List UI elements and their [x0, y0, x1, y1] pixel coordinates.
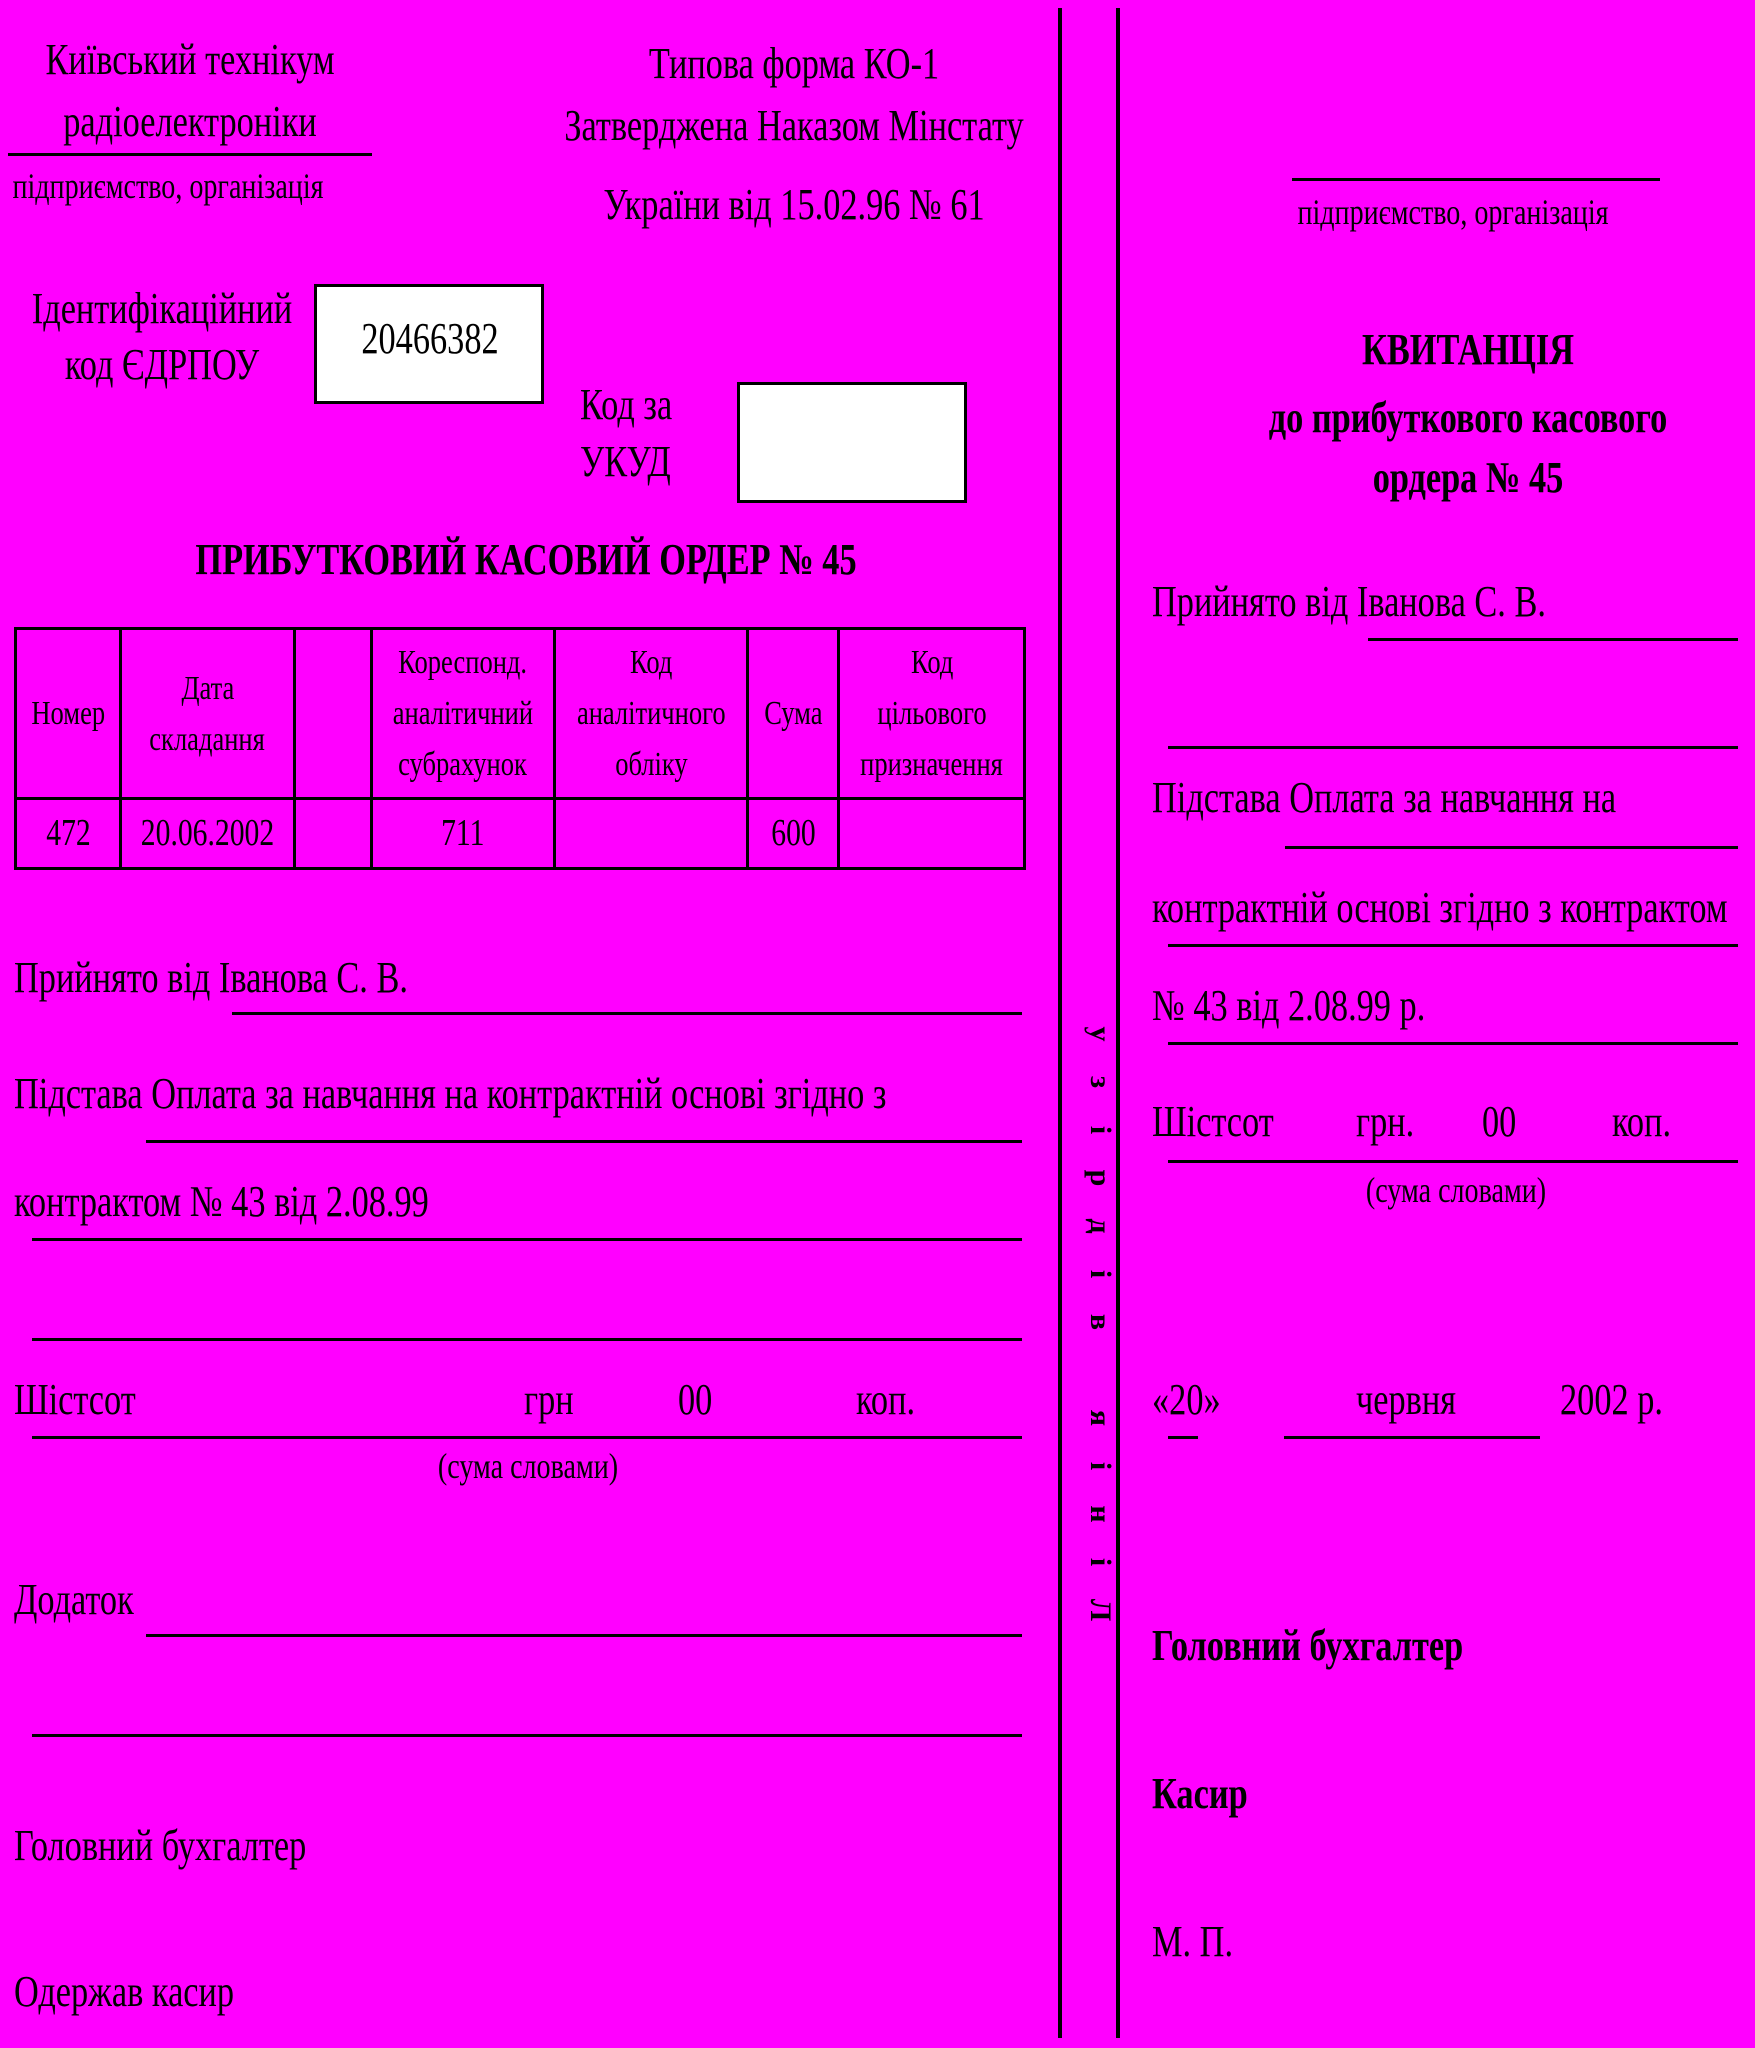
order-amount-currency: грн	[524, 1375, 574, 1424]
attachment-line1	[146, 1634, 1022, 1637]
receipt-chief-accountant: Головний бухгалтер	[1152, 1621, 1464, 1670]
form-type-line3: України від 15.02.96 № 61	[603, 180, 985, 229]
cell-corr-subaccount[interactable]: 711	[372, 799, 555, 869]
basis-line2-underline	[32, 1238, 1022, 1241]
header-purpose-code: Код цільового призначення	[839, 629, 1025, 799]
receipt-date-year: 2002 р.	[1560, 1375, 1663, 1424]
order-table-header-row	[16, 629, 1025, 799]
order-amount-caption: (сума словами)	[437, 1446, 619, 1486]
receipt-title-line3: ордера № 45	[1372, 453, 1564, 502]
receipt-amount-words: Шістсот	[1152, 1097, 1274, 1146]
form-type-line2: Затверджена Наказом Мінстату	[564, 101, 1024, 150]
cell-analytic-code[interactable]	[554, 799, 748, 869]
order-received-from: Прийнято від Іванова С. В.	[14, 953, 408, 1002]
header-date: Дата складання	[121, 629, 295, 799]
org-name-line1: Київський технікум	[45, 35, 335, 84]
cut-line-left	[1058, 8, 1062, 2038]
receipt-date-day: «20»	[1152, 1375, 1221, 1424]
receipt-received-from: Прийнято від Іванова С. В.	[1152, 577, 1546, 626]
cell-date[interactable]: 20.06.2002	[121, 799, 295, 869]
org-underline	[8, 153, 372, 156]
order-basis-line1: Підстава Оплата за навчання на контрактній основі згідно з	[14, 1069, 887, 1118]
table-row	[16, 799, 1025, 869]
basis-line3-underline	[32, 1338, 1022, 1341]
edrpou-label-line1: Ідентифікаційний	[31, 284, 293, 333]
receipt-org-underline	[1292, 178, 1660, 181]
receipt-amount-underline	[1168, 1160, 1738, 1163]
receipt-basis-underline2	[1168, 944, 1738, 947]
receipt-basis-underline3	[1168, 1042, 1738, 1045]
receipt-date-month: червня	[1356, 1375, 1457, 1424]
receipt-amount-kop: коп.	[1612, 1097, 1672, 1146]
receipt-title-line2: до прибуткового касового	[1268, 393, 1668, 442]
org-name-line2: радіоелектроніки	[63, 97, 317, 146]
header-sum: Сума	[748, 629, 839, 799]
header-blank	[295, 629, 372, 799]
receipt-received-line1	[1368, 638, 1738, 641]
order-chief-accountant: Головний бухгалтер	[14, 1821, 307, 1870]
cell-blank[interactable]	[295, 799, 372, 869]
receipt-org-caption: підприємство, організація	[1297, 192, 1609, 232]
edrpou-code-box[interactable]	[314, 284, 544, 404]
receipt-received-line2	[1168, 746, 1738, 749]
edrpou-label-line2: код ЄДРПОУ	[64, 340, 260, 389]
cell-purpose-code[interactable]	[839, 799, 1025, 869]
amount-underline	[32, 1436, 1022, 1439]
order-amount-kop: коп.	[856, 1375, 916, 1424]
order-cashier-received: Одержав касир	[14, 1967, 235, 2016]
receipt-basis-line2: контрактній основі згідно з контрактом	[1152, 883, 1728, 932]
ukud-code-box[interactable]	[737, 382, 967, 503]
org-caption: підприємство, організація	[12, 166, 324, 206]
ukud-label-line2: УКУД	[580, 437, 671, 486]
receipt-basis-underline1	[1285, 846, 1738, 849]
receipt-amount-currency: грн.	[1356, 1097, 1415, 1146]
receipt-stamp: М. П.	[1152, 1917, 1234, 1966]
receipt-date-day-underline	[1168, 1436, 1198, 1439]
order-table	[14, 627, 1026, 870]
receipt-title-line1: КВИТАНЦІЯ	[1362, 325, 1574, 374]
edrpou-code-value: 20466382	[361, 314, 499, 363]
receipt-date-month-underline	[1284, 1436, 1540, 1439]
order-attachment-label: Додаток	[14, 1575, 134, 1624]
receipt-cashier: Касир	[1152, 1769, 1248, 1818]
receipt-basis-line3: № 43 від 2.08.99 р.	[1152, 981, 1426, 1030]
header-corr-subaccount: Кореспонд. аналітичний субрахунок	[372, 629, 555, 799]
received-from-line	[232, 1012, 1022, 1015]
order-amount-words: Шістсот	[14, 1375, 136, 1424]
order-basis-line2: контрактом № 43 від 2.08.99	[14, 1177, 429, 1226]
basis-line1-underline	[146, 1140, 1022, 1143]
receipt-amount-kop-value: 00	[1482, 1097, 1517, 1146]
cell-number[interactable]: 472	[16, 799, 121, 869]
attachment-line2	[32, 1734, 1022, 1737]
header-analytic-code: Код аналітичного обліку	[554, 629, 748, 799]
header-number: Номер	[16, 629, 121, 799]
receipt-basis-line1: Підстава Оплата за навчання на	[1152, 773, 1617, 822]
form-type-line1: Типова форма КО-1	[648, 39, 940, 88]
order-amount-kop-value: 00	[678, 1375, 713, 1424]
order-title: ПРИБУТКОВИЙ КАСОВИЙ ОРДЕР № 45	[195, 535, 857, 584]
receipt-amount-caption: (сума словами)	[1365, 1170, 1547, 1210]
ukud-label-line1: Код за	[580, 380, 673, 429]
cell-sum[interactable]: 600	[748, 799, 839, 869]
cut-line-label: у з і р д і в я і н і Л	[1084, 1026, 1117, 1622]
